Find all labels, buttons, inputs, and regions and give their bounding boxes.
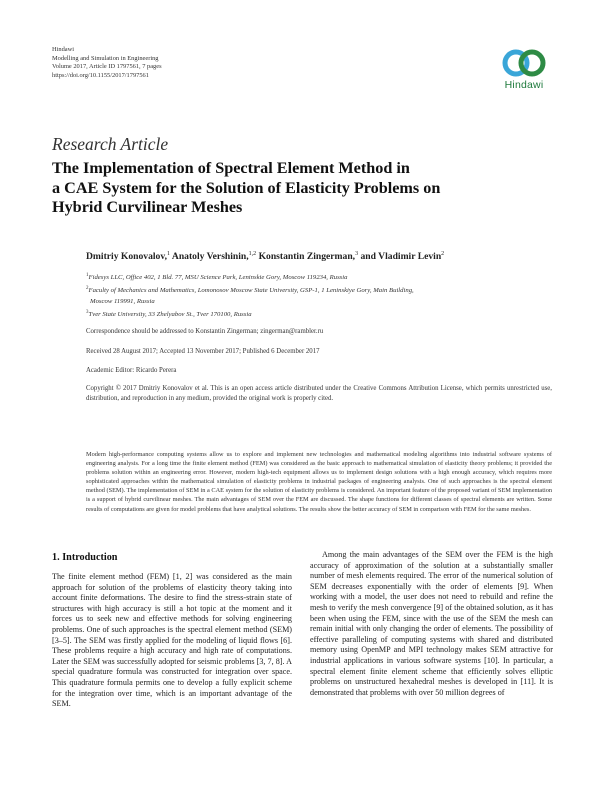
body-paragraph: The finite element method (FEM) [1, 2] was considered as the main approach for solution of the problems of elasticity theory taking into account finite deformations. The desire to find the stress-strain state of structures with high accuracy is still a hot topic at the moment and it forces us to seek new and effective methods for solving engineering problems. One of such approaches is the spectral element method (SEM) [3–5]. The SEM was firstly applied for the modeling of liquid flows [6]. These problems require a high accuracy and high rate of computations. Later the SEM was successfully adopted for seismic problems [3, 7, 8]. A special quadrature formula was constructed for integration over space. This quadrature formula permits one to develop a fully explicit scheme for the integration over time, which is an important advantage of the SEM. — [52, 572, 292, 709]
title-line: a CAE System for the Solution of Elasticity Problems on — [52, 178, 441, 197]
affiliation: $^2$Faculty of Mechanics and Mathematics, Lomonosov Moscow State University, GSP-1, 1 Leninskiye Gory, Main Building, — [86, 286, 414, 295]
journal-volume: Volume 2017, Article ID 1797561, 7 pages — [52, 63, 162, 71]
journal-meta — [52, 46, 162, 80]
correspondence: Correspondence should be addressed to Konstantin Zingerman; zingerman@rambler.ru — [86, 328, 324, 335]
title-line: The Implementation of Spectral Element Method in — [52, 159, 410, 177]
hindawi-logo — [495, 48, 553, 91]
author-affil-ref: 3 — [355, 251, 359, 257]
paper-title — [52, 159, 552, 218]
logo-text: Hindawi — [504, 79, 544, 91]
author-affil-ref: 2 — [441, 251, 445, 257]
body-paragraph: Among the main advantages of the SEM over the FEM is the high accuracy of approximation of the solution at a substantially smaller number of mesh elements required. The error of the numerical solution of SEM decreases exponentially with the order of elements [9]. When working with a model, the user does not need to rebuild and refine the mesh to verify the mesh convergence [9] of the obtained solution, as it has been when using the FEM, since with the use of the SEM the mesh can remain initial with only changing the order of elements. The possibility of effective paralleling of computing systems with shared and distributed memory using OpenMP and MPI technology makes SEM attractive for industrial applications in various software systems [10]. In particular, a spectral element finite element scheme that efficiently solves elliptic problems on unstructured hexahedral meshes is developed in [11]. It is demonstrated that problems with over 50 million degrees of — [310, 550, 553, 697]
affiliation-continued: Moscow 119991, Russia — [90, 298, 155, 306]
section-heading: 1. Introduction — [52, 552, 118, 563]
academic-editor: Academic Editor: Ricardo Perera — [86, 367, 177, 374]
author-name: Anatoly Vershinin, — [171, 251, 249, 263]
article-dates: Received 28 August 2017; Accepted 13 November 2017; Published 6 December 2017 — [86, 348, 320, 355]
journal-doi[interactable]: https://doi.org/10.1155/2017/1797561 — [52, 71, 149, 79]
left-column — [52, 572, 292, 710]
abstract: Modern high-performance computing systems allow us to explore and implement new technologies and mathematical modeling algorithms into industrial software systems of engineering analysis. For a long time the finite element method (FEM) was considered as the basic approach to mathematical simulation of elasticity theory problems; it provided the problems solution within an engineering error. However, modern high-tech equipment allows us to implement design solutions with a high enough accuracy, which requires more sophisticated approaches within the mathematical simulation of elasticity problems in industrial packages of engineering analysis. One of such approaches is the spectral element method (SEM). The implementation of SEM in a CAE system for the solution of elasticity problems is considered. An important feature of the proposed variant of SEM implementation is a support of hybrid curvilinear meshes. The main advantages of SEM over the FEM are discussed. The shape functions for different classes of spectral elements are written. Some results of computations are given for model problems that have analytical solutions. The results show the better accuracy of SEM in comparison with FEM for the same meshes. — [86, 451, 552, 513]
author-list — [86, 251, 444, 262]
journal-name: Modelling and Simulation in Engineering — [52, 54, 159, 62]
affiliation: $^3$Tver State University, 33 Zhelyabov St., Tver 170100, Russia — [86, 309, 252, 319]
right-column — [310, 550, 553, 698]
title-line: Hybrid Curvilinear Meshes — [52, 198, 243, 217]
journal-publisher: Hindawi — [52, 46, 75, 53]
article-type: Research Article — [52, 134, 169, 154]
affiliations — [86, 271, 556, 321]
author-name: Dmitriy Konovalov, — [86, 251, 168, 263]
author-name: Konstantin Zingerman, — [258, 251, 356, 263]
author-affil-ref: 1,2 — [248, 251, 257, 257]
author-name: and Vladimir Levin — [360, 251, 442, 263]
affiliation: $^1$Fidesys LLC, Office 402, 1 Bld. 77, MSU Science Park, Leninskie Gory, Moscow 119234, Russia — [86, 273, 348, 282]
copyright-notice: Copyright © 2017 Dmitriy Konovalov et al. This is an open access article distributed under the Creative Commons Attribution License, which permits unrestricted use, distribution, and reproduction in any medium, provided the original work is properly cited. — [86, 385, 552, 403]
author-affil-ref: 1 — [167, 251, 171, 257]
hindawi-logo-icon — [499, 48, 549, 78]
